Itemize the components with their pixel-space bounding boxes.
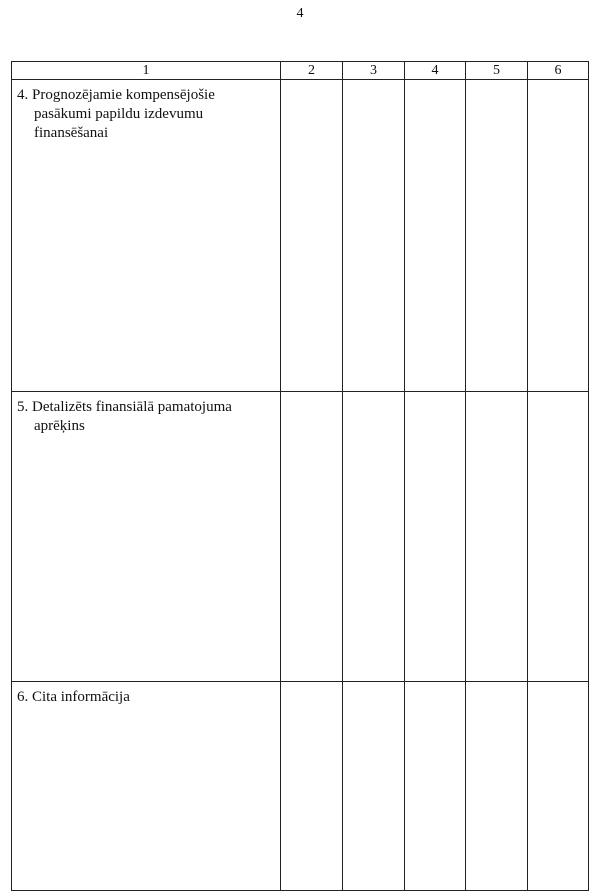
table-row-other-information (12, 682, 589, 891)
row-label-cell (12, 682, 281, 891)
table-row-detailed-calculation (12, 392, 589, 682)
row-label-compensating-measures: 4. Prognozējamie kompensējošie pasākumi papildu izdevumu finansēšanai (17, 87, 215, 141)
table-cell (405, 682, 466, 891)
table-cell (343, 80, 405, 392)
column-header-1: 1 (12, 62, 281, 80)
column-header-5: 5 (466, 62, 528, 80)
table-cell (466, 80, 528, 392)
column-header-3: 3 (343, 62, 405, 80)
column-header-4: 4 (405, 62, 466, 80)
table-cell (466, 392, 528, 682)
table-cell (281, 392, 343, 682)
table-cell (343, 682, 405, 891)
table-cell (466, 682, 528, 891)
table-cell (528, 682, 589, 891)
column-header-2: 2 (281, 62, 343, 80)
table-cell (528, 80, 589, 392)
column-header-6: 6 (528, 62, 589, 80)
table-cell (281, 80, 343, 392)
table-cell (405, 392, 466, 682)
table-cell (528, 392, 589, 682)
financial-justification-table (11, 61, 589, 891)
row-label-cell (12, 392, 281, 682)
row-label-cell (12, 80, 281, 392)
row-label-detailed-calculation: 5. Detalizēts finansiālā pamatojuma aprēķins (17, 399, 232, 434)
table-cell (405, 80, 466, 392)
page-number: 4 (296, 6, 304, 21)
table-cell (281, 682, 343, 891)
header-row (12, 62, 589, 80)
table-row-compensating-measures (12, 80, 589, 392)
table-cell (343, 392, 405, 682)
row-label-other-information: 6. Cita informācija (17, 689, 130, 705)
